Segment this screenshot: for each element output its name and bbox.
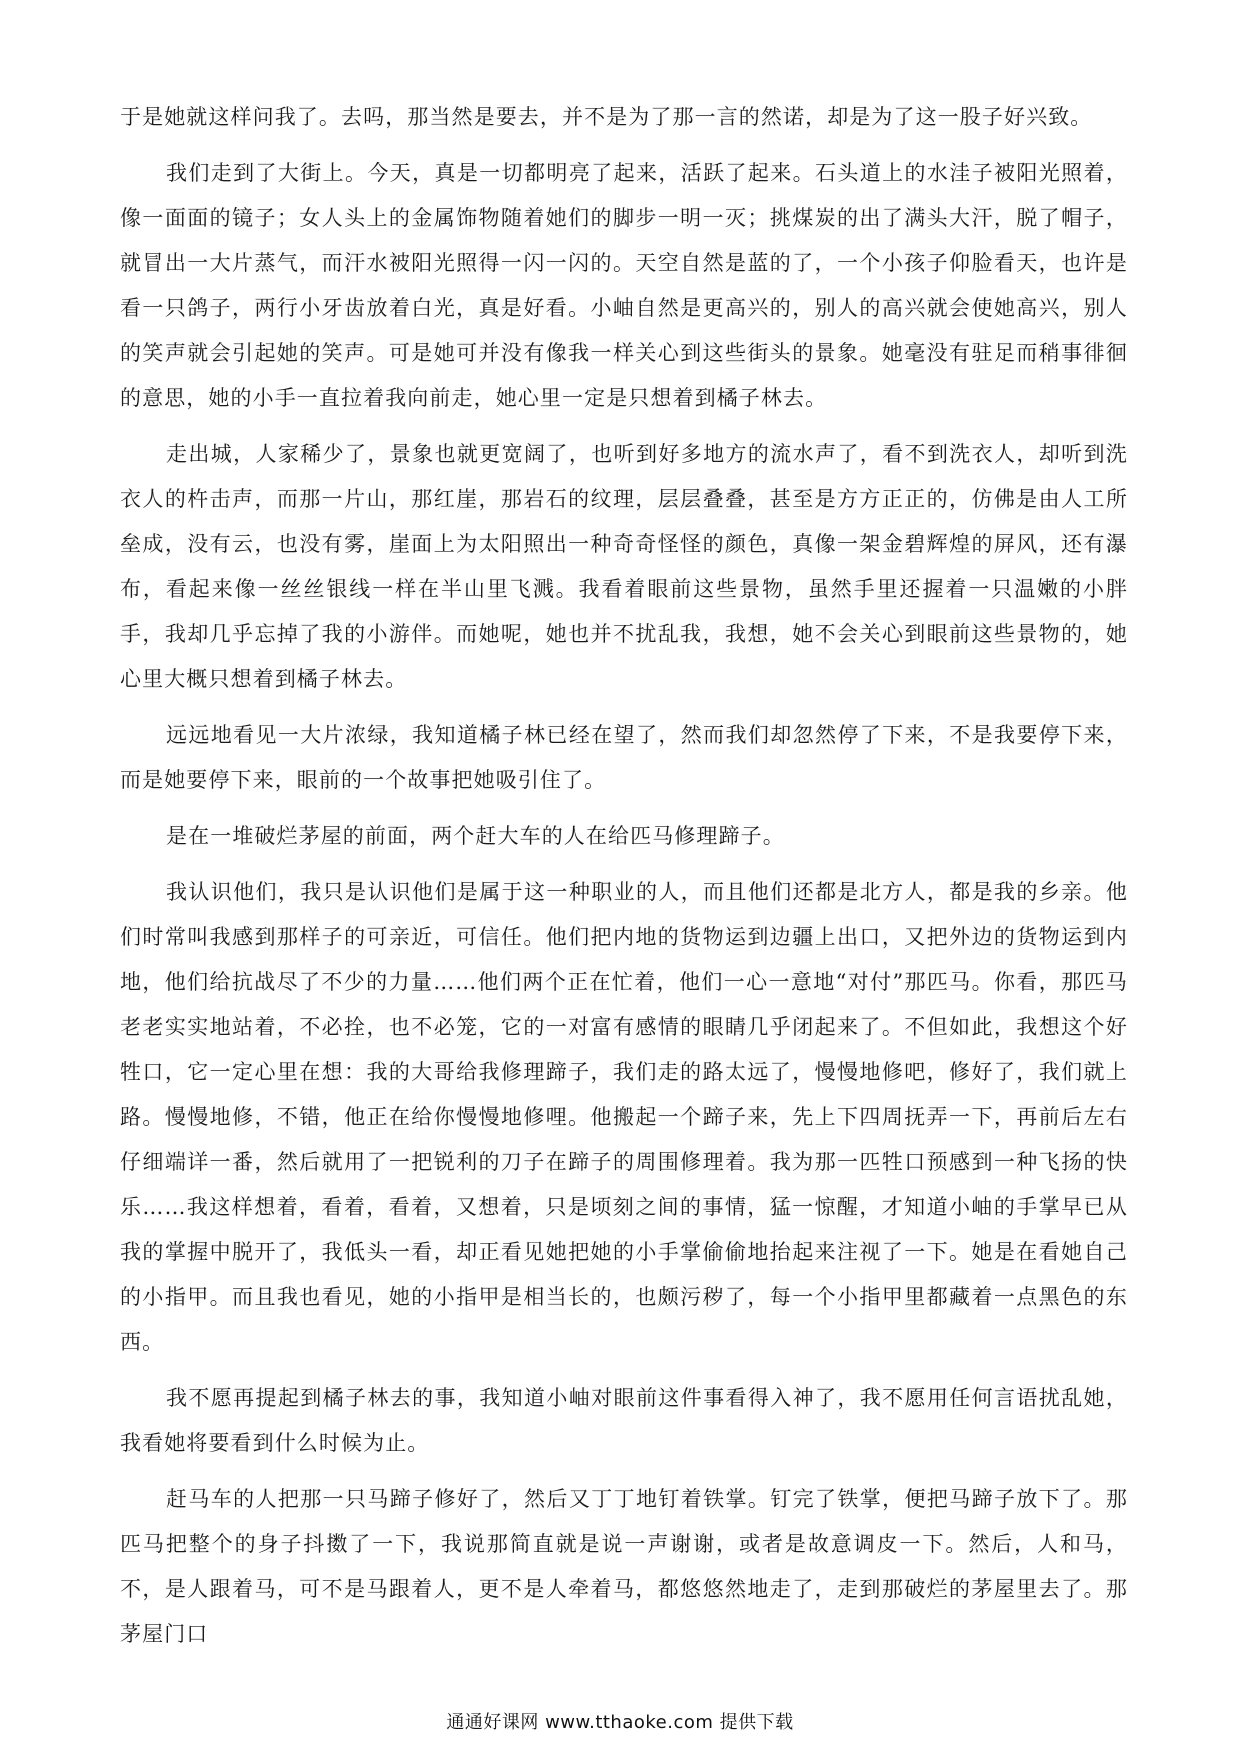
paragraph-3: 走出城，人家稀少了，景象也就更宽阔了，也听到好多地方的流水声了，看不到洗衣人，却听到洗衣人的杵击声，而那一片山，那红崖，那岩石的纹理，层层叠叠，甚至是方方正正的，仿佛是由人工所垒成，没有云，也没有雾，崖面上为太阳照出一种奇奇怪怪的颜色，真像一架金碧辉煌的屏风，还有瀑布，看起来像一丝丝银线一样在半山里飞溅。我看着眼前这些景物，虽然手里还握着一只温嫩的小胖手，我却几乎忘掉了我的小游伴。而她呢，她也并不扰乱我，我想，她不会关心到眼前这些景物的，她心里大概只想着到橘子林去。: [120, 442, 1128, 691]
paragraph-6: 我认识他们，我只是认识他们是属于这一种职业的人，而且他们还都是北方人，都是我的乡亲。他们时常叫我感到那样子的可亲近，可信任。他们把内地的货物运到边疆上出口，又把外边的货物运到内地，他们给抗战尽了不少的力量……他们两个正在忙着，他们一心一意地“对付”那匹马。你看，那匹马老老实实地站着，不必拴，也不必笼，它的一对富有感情的眼睛几乎闭起来了。不但如此，我想这个好牲口，它一定心里在想：我的大哥给我修理蹄子，我们走的路太远了，慢慢地修吧，修好了，我们就上路。慢慢地修，不错，他正在给你慢慢地修哩。他搬起一个蹄子来，先上下四周抚弄一下，再前后左右仔细端详一番，然后就用了一把锐利的刀子在蹄子的周围修理着。我为那一匹牲口预感到一种飞扬的快乐……我这样想着，看着，看着，又想着，只是顷刻之间的事情，猛一惊醒，才知道小岫的手掌早已从我的掌握中脱开了，我低头一看，却正看见她把她的小手掌偷偷地抬起来注视了一下。她是在看她自己的小指甲。而且我也看见，她的小指甲是相当长的，也颇污秽了，每一个小指甲里都藏着一点黑色的东西。: [120, 880, 1128, 1354]
page-footer: 通通好课网 www.tthaoke.com 提供下载: [446, 1712, 794, 1733]
paragraph-1: 于是她就这样问我了。去吗，那当然是要去，并不是为了那一言的然诺，却是为了这一股子好兴致。: [120, 105, 1093, 129]
paragraph-5: 是在一堆破烂茅屋的前面，两个赶大车的人在给匹马修理蹄子。: [166, 824, 785, 848]
paragraph-4: 远远地看见一大片浓绿，我知道橘子林已经在望了，然而我们却忽然停了下来，不是我要停下来，而是她要停下来，眼前的一个故事把她吸引住了。: [120, 723, 1128, 792]
paragraph-7: 我不愿再提起到橘子林去的事，我知道小岫对眼前这件事看得入神了，我不愿用任何言语扰乱她，我看她将要看到什么时候为止。: [120, 1386, 1128, 1455]
paragraph-8: 赶马车的人把那一只马蹄子修好了，然后又丁丁地钉着铁掌。钉完了铁掌，便把马蹄子放下了。那匹马把整个的身子抖擞了一下，我说那简直就是说一声谢谢，或者是故意调皮一下。然后，人和马，不，是人跟着马，可不是马跟着人，更不是人牵着马，都悠悠然地走了，走到那破烂的茅屋里去了。那茅屋门口: [120, 1487, 1128, 1646]
paragraph-2: 我们走到了大街上。今天，真是一切都明亮了起来，活跃了起来。石头道上的水洼子被阳光照着，像一面面的镜子；女人头上的金属饰物随着她们的脚步一明一灭；挑煤炭的出了满头大汗，脱了帽子，就冒出一大片蒸气，而汗水被阳光照得一闪一闪的。天空自然是蓝的了，一个小孩子仰脸看天，也许是看一只鸽子，两行小牙齿放着白光，真是好看。小岫自然是更高兴的，别人的高兴就会使她高兴，别人的笑声就会引起她的笑声。可是她可并没有像我一样关心到这些街头的景象。她毫没有驻足而稍事徘徊的意思，她的小手一直拉着我向前走，她心里一定是只想着到橘子林去。: [120, 161, 1128, 410]
document-body: [120, 95, 1128, 1668]
